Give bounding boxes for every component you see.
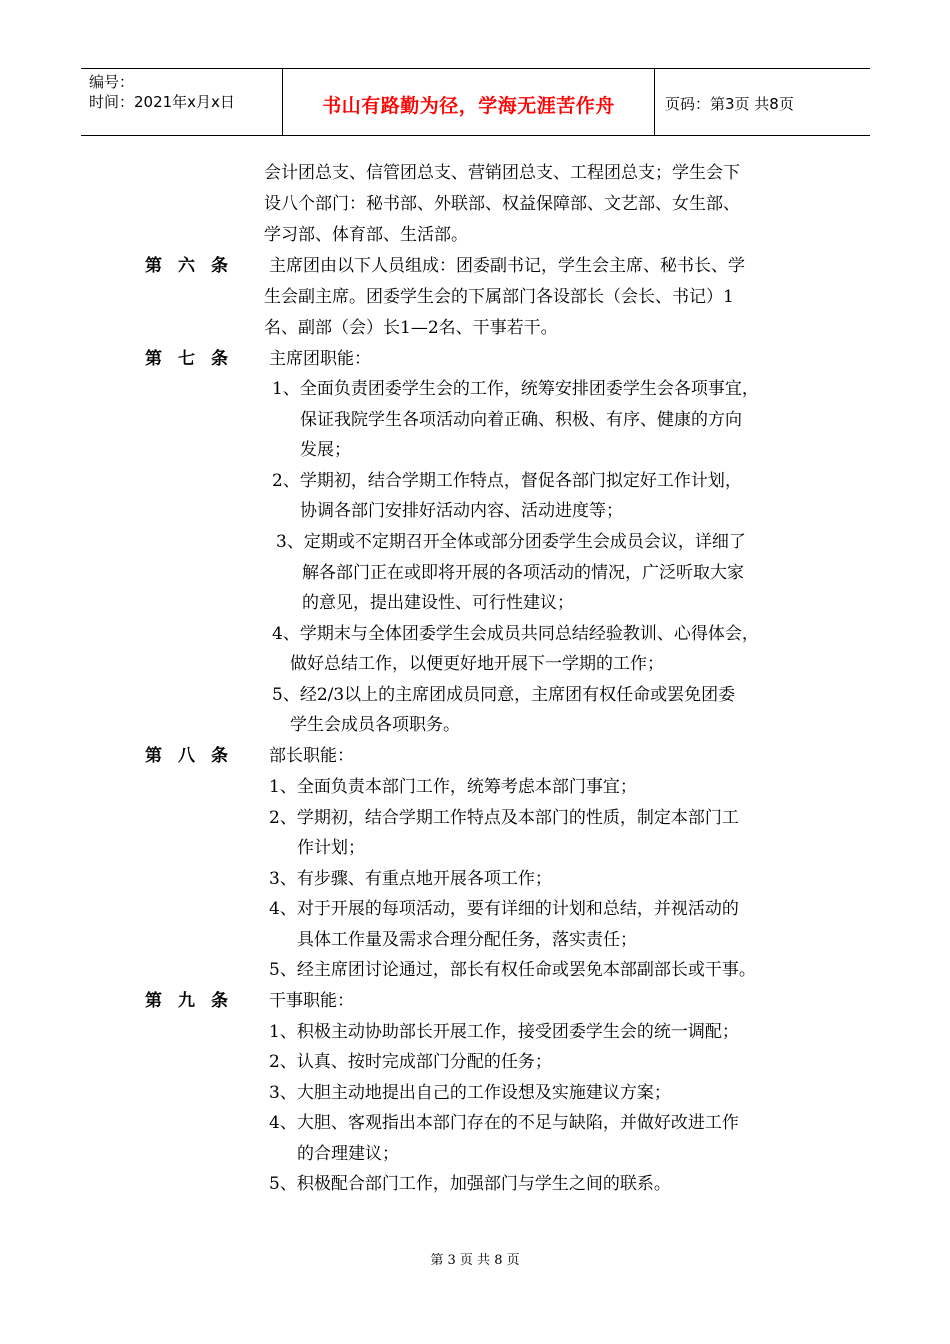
- body-line: 生会副主席。团委学生会的下属部门各设部长（会长、书记）1: [264, 287, 734, 307]
- article-label-6: 第六条: [145, 256, 244, 276]
- document-time-label: 时间：2021年x月x日: [89, 93, 235, 111]
- list-item: 2、学期初，结合学期工作特点，督促各部门拟定好工作计划，: [272, 471, 742, 491]
- header-middle-cell: [282, 69, 655, 135]
- list-item: 5、经主席团讨论通过，部长有权任命或罢免本部副部长或干事。: [269, 960, 756, 980]
- header-right-cell: [655, 69, 870, 135]
- article-label-7: 第七条: [145, 349, 244, 369]
- list-item: 5、积极配合部门工作，加强部门与学生之间的联系。: [269, 1174, 671, 1194]
- list-item: 1、积极主动协助部长开展工作，接受团委学生会的统一调配；: [269, 1022, 739, 1042]
- article-label-9: 第九条: [145, 991, 244, 1011]
- list-item-continuation: 做好总结工作，以便更好地开展下一学期的工作；: [290, 654, 664, 674]
- list-item: 5、经2/3以上的主席团成员同意，主席团有权任命或罢免团委: [272, 685, 736, 705]
- list-item: 2、学期初，结合学期工作特点及本部门的性质，制定本部门工: [269, 808, 739, 828]
- header-left-cell: [81, 69, 282, 135]
- document-number-label: 编号：: [89, 73, 135, 91]
- list-item: 3、大胆主动地提出自己的工作设想及实施建议方案；: [269, 1083, 671, 1103]
- list-item-continuation: 保证我院学生各项活动向着正确、积极、有序、健康的方向: [300, 410, 742, 430]
- body-line: 会计团总支、信管团总支、营销团总支、工程团总支；学生会下: [264, 163, 740, 183]
- list-item-continuation: 的意见，提出建设性、可行性建议；: [302, 593, 574, 613]
- body-line: 干事职能：: [269, 991, 354, 1011]
- page-footer: 第 3 页 共 8 页: [430, 1253, 520, 1268]
- list-item-continuation: 协调各部门安排好活动内容、活动进度等；: [300, 501, 623, 521]
- body-line: 学习部、体育部、生活部。: [264, 225, 468, 245]
- list-item-continuation: 学生会成员各项职务。: [290, 715, 460, 735]
- list-item: 4、学期末与全体团委学生会成员共同总结经验教训、心得体会，: [272, 624, 759, 644]
- list-item-continuation: 解各部门正在或即将开展的各项活动的情况，广泛听取大家: [302, 563, 744, 583]
- header-page-info: 页码：第3页 共8页: [665, 95, 794, 113]
- list-item-continuation: 的合理建议；: [297, 1144, 399, 1164]
- body-line: 主席团由以下人员组成：团委副书记，学生会主席、秘书长、学: [269, 256, 745, 276]
- header-motto: 书山有路勤为径，学海无涯苦作舟: [322, 95, 615, 117]
- document-header: [81, 68, 870, 136]
- body-line: 设八个部门：秘书部、外联部、权益保障部、文艺部、女生部、: [264, 194, 740, 214]
- article-label-8: 第八条: [145, 746, 244, 766]
- list-item-continuation: 发展；: [300, 440, 351, 460]
- list-item-continuation: 作计划；: [297, 838, 365, 858]
- list-item: 1、全面负责团委学生会的工作，统筹安排团委学生会各项事宜，: [272, 379, 759, 399]
- body-line: 名、副部（会）长1—2名、干事若干。: [264, 318, 558, 338]
- body-line: 部长职能：: [269, 746, 354, 766]
- body-line: 主席团职能：: [269, 349, 371, 369]
- list-item: 2、认真、按时完成部门分配的任务；: [269, 1052, 552, 1072]
- list-item: 1、全面负责本部门工作，统筹考虑本部门事宜；: [269, 777, 637, 797]
- list-item: 4、对于开展的每项活动，要有详细的计划和总结，并视活动的: [269, 899, 739, 919]
- list-item: 3、定期或不定期召开全体或部分团委学生会成员会议，详细了: [276, 532, 746, 552]
- list-item: 4、大胆、客观指出本部门存在的不足与缺陷，并做好改进工作: [269, 1113, 739, 1133]
- list-item-continuation: 具体工作量及需求合理分配任务，落实责任；: [297, 930, 637, 950]
- list-item: 3、有步骤、有重点地开展各项工作；: [269, 869, 552, 889]
